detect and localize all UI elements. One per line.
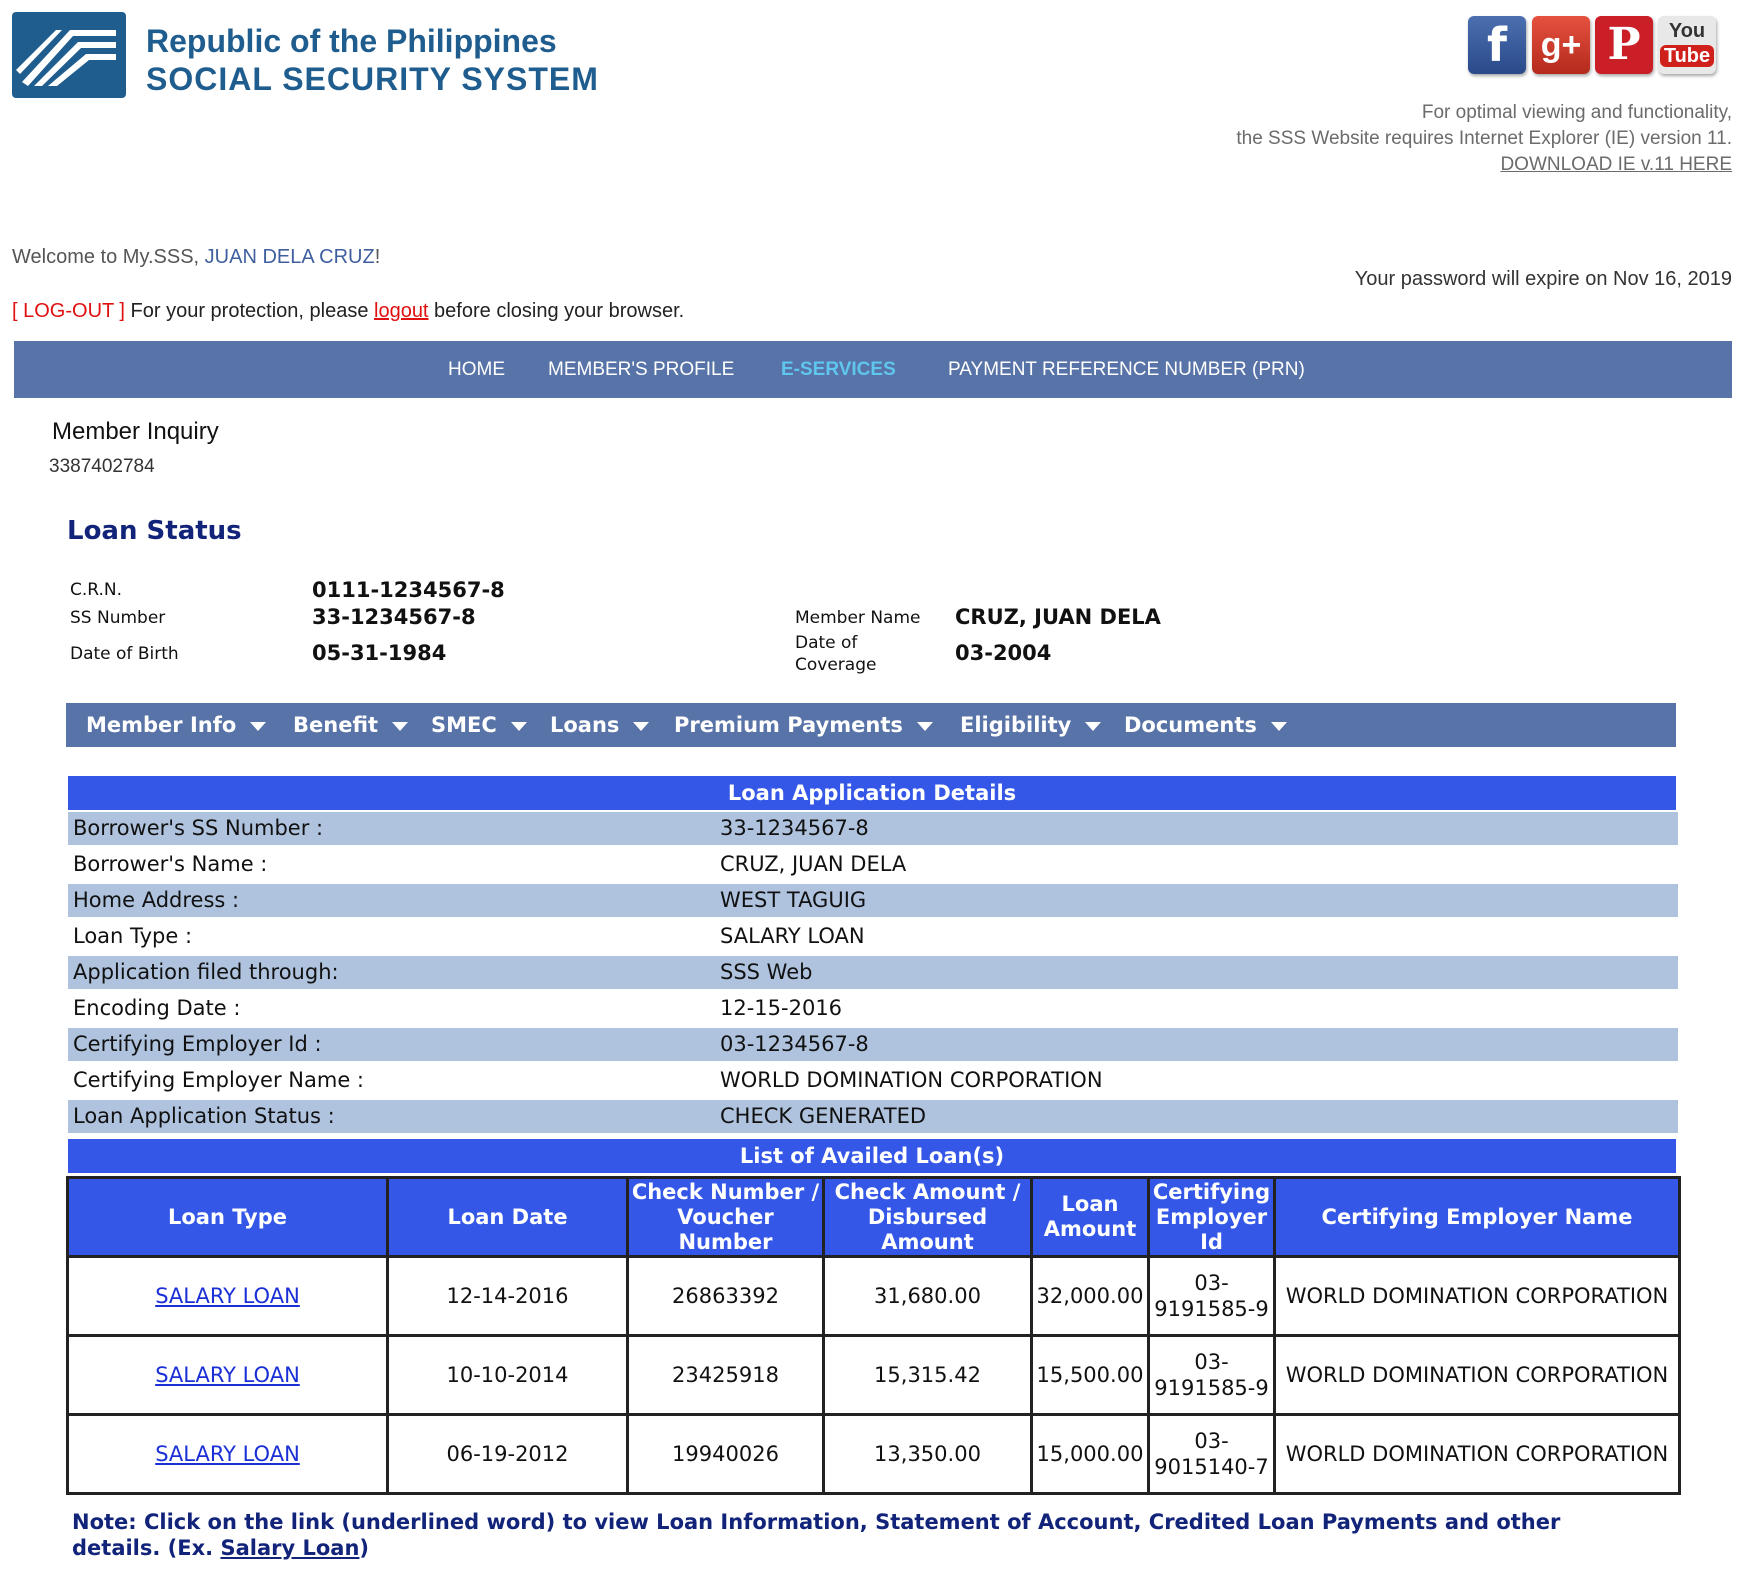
chevron-down-icon: [250, 722, 266, 731]
loan-date-cell: 06-19-2012: [388, 1415, 628, 1494]
site-title-line1: Republic of the Philippines: [146, 23, 557, 59]
detail-label: Loan Type :: [73, 924, 193, 948]
dob-value: 05-31-1984: [312, 641, 447, 665]
table-row: [68, 1257, 1680, 1336]
dob-label: Date of Birth: [70, 644, 179, 664]
col-check-number: Check Number / Voucher Number: [628, 1178, 824, 1257]
loan-date-cell: 12-14-2016: [388, 1257, 628, 1336]
menu-premium-payments[interactable]: [674, 703, 933, 747]
sss-logo-icon[interactable]: [12, 12, 126, 98]
logout-button[interactable]: [ LOG-OUT ]: [12, 300, 125, 322]
notice-line2: the SSS Website requires Internet Explorer (IE) version 11.: [1236, 128, 1732, 149]
detail-row: [68, 812, 1676, 846]
notice-line1: For optimal viewing and functionality,: [1421, 102, 1732, 123]
facebook-icon[interactable]: [1468, 16, 1526, 74]
menu-loans[interactable]: [550, 703, 649, 747]
detail-value: 03-1234567-8: [713, 1028, 1678, 1061]
detail-row: [68, 848, 1676, 882]
employer-id-cell: 03-9015140-7: [1149, 1415, 1275, 1494]
menu-premium-payments-label: Premium Payments: [674, 713, 903, 737]
chevron-down-icon: [392, 722, 408, 731]
menu-smec-label: SMEC: [431, 713, 497, 737]
coverage-value: 03-2004: [955, 641, 1052, 665]
salary-loan-link[interactable]: SALARY LOAN: [155, 1363, 300, 1387]
detail-value: SALARY LOAN: [720, 924, 865, 948]
detail-label: Borrower's SS Number :: [68, 812, 715, 845]
nav-members-profile[interactable]: MEMBER'S PROFILE: [548, 359, 735, 380]
password-expiry: Your password will expire on Nov 16, 2019: [1354, 268, 1732, 290]
ss-number-value: 33-1234567-8: [312, 605, 476, 629]
loan-type-cell: [68, 1257, 388, 1336]
chevron-down-icon: [1271, 722, 1287, 731]
site-title[interactable]: [146, 22, 599, 98]
loan-amount-cell: 15,500.00: [1032, 1336, 1149, 1415]
member-inquiry-title: Member Inquiry: [52, 418, 219, 445]
employer-id-cell: 03-9191585-9: [1149, 1257, 1275, 1336]
loan-date-cell: 10-10-2014: [388, 1336, 628, 1415]
protection-suffix: before closing your browser.: [428, 300, 685, 322]
col-employer-id: Certifying Employer Id: [1149, 1178, 1275, 1257]
ss-number-label: SS Number: [70, 608, 166, 628]
detail-label: Certifying Employer Id :: [68, 1028, 715, 1061]
detail-label: Home Address :: [68, 884, 715, 917]
menu-member-info[interactable]: [86, 703, 266, 747]
employer-name-cell: WORLD DOMINATION CORPORATION: [1275, 1257, 1680, 1336]
detail-value: CHECK GENERATED: [713, 1100, 1678, 1133]
nav-prn[interactable]: PAYMENT REFERENCE NUMBER (PRN): [948, 359, 1305, 380]
menu-eligibility-label: Eligibility: [960, 713, 1072, 737]
coverage-label-2: Coverage: [795, 655, 877, 675]
nav-home[interactable]: HOME: [448, 359, 505, 380]
detail-value: WEST TAGUIG: [713, 884, 1678, 917]
table-row: [68, 1415, 1680, 1494]
menu-member-info-label: Member Info: [86, 713, 237, 737]
detail-value: WORLD DOMINATION CORPORATION: [720, 1068, 1103, 1092]
welcome-suffix: !: [374, 246, 381, 268]
loan-type-cell: [68, 1415, 388, 1494]
loan-application-title: Loan Application Details: [68, 776, 1676, 810]
note-text: Note: Click on the link (underlined word) to view Loan Information, Statement of Account, Credited Loan Payments and other details. (Ex.: [72, 1510, 1561, 1560]
col-loan-type: Loan Type: [68, 1178, 388, 1257]
nav-e-services[interactable]: E-SERVICES: [781, 359, 896, 380]
menu-loans-label: Loans: [550, 713, 620, 737]
user-name: JUAN DELA CRUZ: [204, 246, 375, 268]
youtube-glyph-top: You: [1668, 20, 1706, 42]
availed-loans-title: List of Availed Loan(s): [68, 1139, 1676, 1173]
menu-benefit[interactable]: [293, 703, 408, 747]
detail-value: 33-1234567-8: [713, 812, 1678, 845]
check-number-cell: 23425918: [628, 1336, 824, 1415]
employer-name-cell: WORLD DOMINATION CORPORATION: [1275, 1336, 1680, 1415]
browser-notice: [1236, 100, 1732, 178]
detail-row: [68, 920, 1676, 954]
menu-smec[interactable]: [431, 703, 527, 747]
detail-row: [68, 992, 1676, 1026]
logout-notice: [12, 300, 684, 323]
check-amount-cell: 31,680.00: [824, 1257, 1032, 1336]
loan-note: [72, 1509, 1572, 1561]
site-title-line2: SOCIAL SECURITY SYSTEM: [146, 61, 599, 97]
menu-eligibility[interactable]: [960, 703, 1101, 747]
col-loan-amount: Loan Amount: [1032, 1178, 1149, 1257]
welcome-prefix: Welcome to My.SSS,: [12, 246, 205, 268]
crn-label: C.R.N.: [70, 580, 123, 600]
welcome-message: [12, 246, 380, 269]
chevron-down-icon: [511, 722, 527, 731]
detail-label: Encoding Date :: [73, 996, 241, 1020]
pinterest-icon[interactable]: [1595, 16, 1653, 74]
availed-loans-table: [66, 1176, 1681, 1495]
detail-row: [68, 1028, 1676, 1062]
col-loan-date: Loan Date: [388, 1178, 628, 1257]
check-number-cell: 19940026: [628, 1415, 824, 1494]
col-check-amount: Check Amount / Disbursed Amount: [824, 1178, 1032, 1257]
loan-amount-cell: 32,000.00: [1032, 1257, 1149, 1336]
loan-status-title: Loan Status: [67, 516, 242, 546]
note-suffix: ): [359, 1536, 370, 1560]
employer-name-cell: WORLD DOMINATION CORPORATION: [1275, 1415, 1680, 1494]
detail-row: [68, 1064, 1676, 1098]
member-name-label: Member Name: [795, 608, 921, 628]
loan-amount-cell: 15,000.00: [1032, 1415, 1149, 1494]
check-amount-cell: 13,350.00: [824, 1415, 1032, 1494]
detail-label: Loan Application Status :: [68, 1100, 715, 1133]
chevron-down-icon: [633, 722, 649, 731]
protection-text: For your protection, please: [124, 300, 374, 322]
pinterest-glyph: P: [1607, 19, 1641, 70]
detail-value: 12-15-2016: [720, 996, 843, 1020]
google-plus-icon[interactable]: [1532, 16, 1590, 74]
download-ie-link[interactable]: DOWNLOAD IE v.11 HERE: [1500, 154, 1732, 175]
table-row: [68, 1336, 1680, 1415]
table-header-row: [68, 1178, 1680, 1257]
loan-type-cell: [68, 1336, 388, 1415]
detail-row: [68, 884, 1676, 918]
salary-loan-link[interactable]: SALARY LOAN: [155, 1442, 300, 1466]
menu-benefit-label: Benefit: [293, 713, 379, 737]
detail-value: SSS Web: [713, 956, 1678, 989]
eservices-menu: [66, 703, 1676, 747]
salary-loan-link[interactable]: SALARY LOAN: [155, 1284, 300, 1308]
chevron-down-icon: [917, 722, 933, 731]
facebook-glyph: f: [1486, 18, 1507, 72]
col-employer-name: Certifying Employer Name: [1275, 1178, 1680, 1257]
member-inquiry-number: 3387402784: [49, 456, 155, 477]
detail-value: CRUZ, JUAN DELA: [720, 852, 907, 876]
chevron-down-icon: [1085, 722, 1101, 731]
detail-row: [68, 1100, 1676, 1134]
youtube-glyph-bottom: Tube: [1660, 45, 1714, 67]
employer-id-cell: 03-9191585-9: [1149, 1336, 1275, 1415]
menu-documents[interactable]: [1124, 703, 1287, 747]
note-example-link[interactable]: Salary Loan: [220, 1536, 360, 1560]
youtube-icon[interactable]: [1658, 16, 1716, 74]
google-plus-glyph: g+: [1540, 26, 1582, 64]
detail-label: Certifying Employer Name :: [73, 1068, 364, 1092]
detail-row: [68, 956, 1676, 990]
crn-value: 0111-1234567-8: [312, 578, 505, 602]
logout-link[interactable]: logout: [374, 300, 429, 322]
member-name-value: CRUZ, JUAN DELA: [955, 605, 1161, 629]
check-number-cell: 26863392: [628, 1257, 824, 1336]
check-amount-cell: 15,315.42: [824, 1336, 1032, 1415]
menu-documents-label: Documents: [1124, 713, 1257, 737]
coverage-label-1: Date of: [795, 633, 858, 653]
detail-label: Application filed through:: [68, 956, 715, 989]
main-nav: [14, 341, 1732, 398]
detail-label: Borrower's Name :: [73, 852, 268, 876]
